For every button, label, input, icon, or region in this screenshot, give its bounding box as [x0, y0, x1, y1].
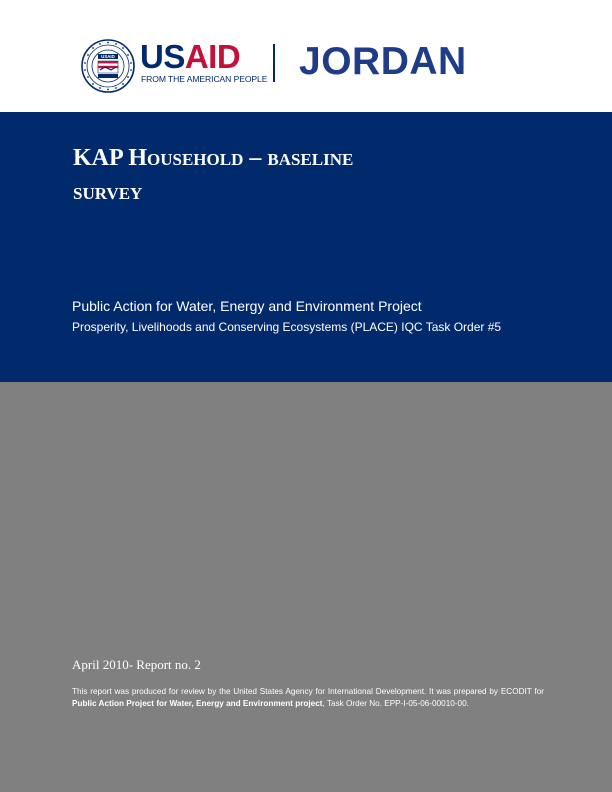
usaid-wordmark: USAID: [140, 38, 241, 75]
disclaimer-part1: This report was produced for review by the United States Agency for International Development. It was prepared by ECODIT for: [72, 687, 544, 696]
disclaimer-part2: , Task Order No. EPP-I-05-06-00010-00.: [322, 699, 469, 708]
footer-band: [0, 382, 612, 792]
disclaimer-text: [72, 686, 544, 710]
usaid-tagline: FROM THE AMERICAN PEOPLE: [141, 74, 268, 84]
usaid-seal-icon: [81, 39, 135, 93]
report-title: [73, 141, 553, 209]
report-title-line1: KAP Household – baseline: [73, 145, 354, 171]
task-order-subtitle: Prosperity, Livelihoods and Conserving Ecosystems (PLACE) IQC Task Order #5: [72, 320, 502, 334]
report-date: April 2010- Report no. 2: [72, 657, 201, 672]
report-title-line2: survey: [73, 179, 143, 205]
header-logo-area: [0, 0, 612, 112]
disclaimer-project-name: Public Action Project for Water, Energy and Environment project: [72, 699, 323, 708]
svg-text:USAID: USAID: [101, 54, 115, 60]
project-subtitle: Public Action for Water, Energy and Environment Project: [72, 298, 422, 314]
logo-divider: [273, 44, 275, 82]
country-name: JORDAN: [299, 40, 467, 83]
